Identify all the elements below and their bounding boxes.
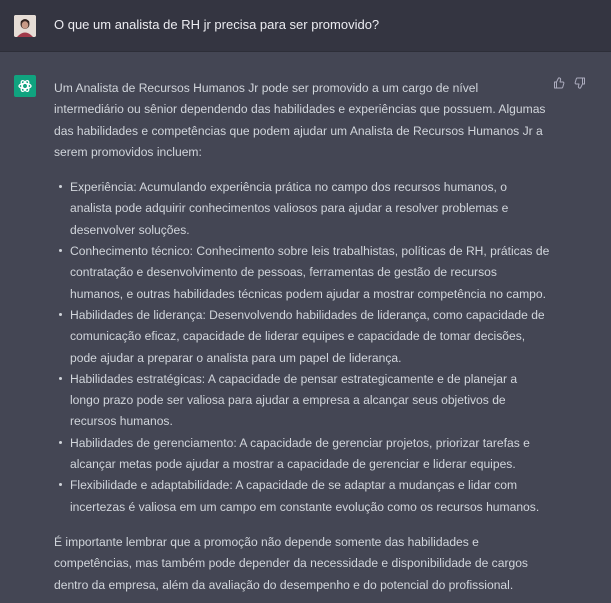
list-item: Habilidades de liderança: Desenvolvendo habilidades de liderança, como capacidade de comunicação eficaz, capacidade de liderar equipes e capacidade de tomar decisões, pode ajudar a preparar o analista para um papel de liderança. [70, 305, 550, 369]
openai-logo-icon [17, 78, 33, 94]
assistant-message-content [54, 78, 550, 596]
thumbs-up-icon [553, 77, 565, 89]
list-item: Experiência: Acumulando experiência prática no campo dos recursos humanos, o analista pode adquirir conhecimentos valiosos para ajudar a resolver problemas e desenvolver soluções. [70, 177, 550, 241]
assistant-message-row [0, 52, 611, 603]
user-message-text: O que um analista de RH jr precisa para ser promovido? [54, 17, 380, 32]
user-photo-icon [14, 15, 36, 37]
list-item: Flexibilidade e adaptabilidade: A capacidade de se adaptar a mudanças e lidar com incertezas é valiosa em um campo em constante evolução como os recursos humanos. [70, 475, 550, 518]
assistant-avatar [14, 75, 36, 97]
list-item: Habilidades de gerenciamento: A capacidade de gerenciar projetos, priorizar tarefas e alcançar metas pode ajudar a mostrar a capacidade de gerenciar e liderar equipes. [70, 433, 550, 476]
thumbs-down-button[interactable] [573, 76, 587, 90]
list-item: Habilidades estratégicas: A capacidade de pensar estrategicamente e de planejar a longo prazo pode ser valiosa para ajudar a empresa a alcançar seus objetivos de recursos humanos. [70, 369, 550, 433]
user-avatar [14, 15, 36, 37]
conclusion-paragraph: É importante lembrar que a promoção não depende somente das habilidades e competências, mas também pode depender da necessidade e disponibilidade de cargos dentro da empresa, além da avaliação do desempenho e do potencial do profissional. [54, 534, 528, 592]
user-message-row [0, 0, 611, 52]
skills-list [54, 177, 550, 518]
thumbs-up-button[interactable] [552, 76, 566, 90]
list-item: Conhecimento técnico: Conhecimento sobre leis trabalhistas, políticas de RH, práticas de contratação e desenvolvimento de pessoas, ferramentas de gestão de recursos humanos, e outras habilidades técnicas podem ajudar a mostrar competência no campo. [70, 241, 550, 305]
intro-paragraph: Um Analista de Recursos Humanos Jr pode ser promovido a um cargo de nível intermediário ou sênior dependendo das habilidades e experiências que possuem. Algumas das habilidades e competências que podem ajudar um Analista de Recursos Humanos Jr a serem promovidos incluem: [54, 81, 546, 159]
thumbs-down-icon [574, 77, 586, 89]
